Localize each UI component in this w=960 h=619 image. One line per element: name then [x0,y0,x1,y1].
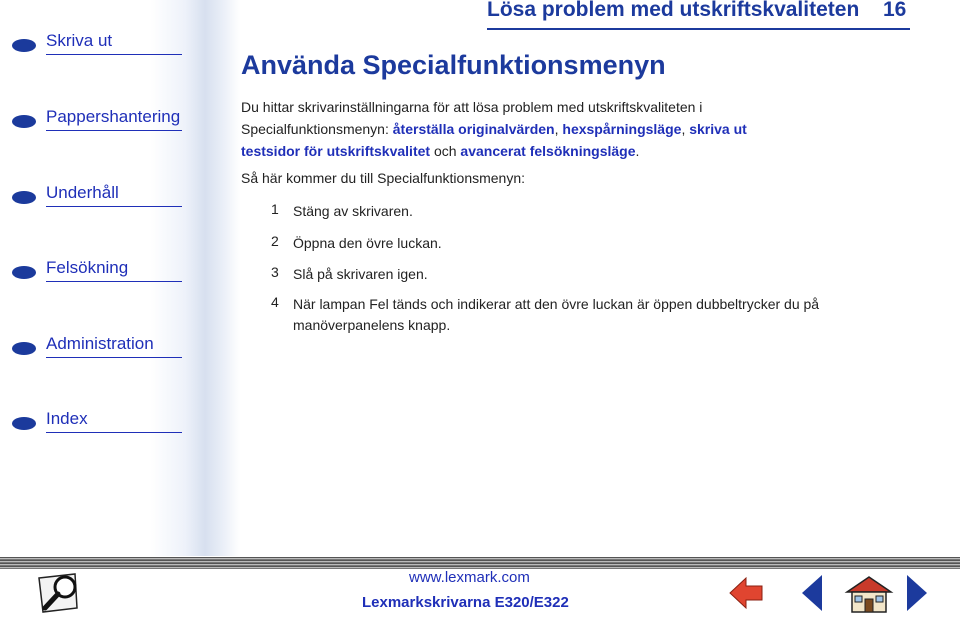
header-title: Lösa problem med utskriftskvaliteten [487,0,860,21]
link-skriva-ut-testsidor[interactable]: skriva ut testsidor för utskriftskvalitet [241,121,747,159]
sidebar-item-index[interactable] [12,409,182,433]
previous-page-icon[interactable] [800,574,824,617]
sidebar [0,0,240,556]
sidebar-item-label[interactable]: Pappershantering [46,107,182,131]
step-text: Öppna den övre luckan. [293,235,442,251]
sidebar-item-label[interactable]: Skriva ut [46,31,182,55]
bullet-icon [12,39,36,52]
link-hexsparningslage[interactable]: hexspårningsläge [562,121,682,137]
bullet-icon [12,266,36,279]
next-page-icon[interactable] [905,574,929,617]
step-number: 1 [271,201,279,217]
bullet-icon [12,191,36,204]
sidebar-item-underhall[interactable] [12,183,182,207]
bullet-icon [12,342,36,355]
footer-divider [0,557,960,569]
sidebar-item-label[interactable]: Index [46,409,182,433]
intro-paragraph [241,96,801,162]
sidebar-item-skriva-ut[interactable] [12,31,182,55]
step-number: 3 [271,264,279,280]
step-item [271,201,863,222]
sidebar-item-label[interactable]: Felsökning [46,258,182,282]
conjunction-text: och [430,143,461,159]
intro-text: Du hittar skrivarinställningarna för att lösa problem med utskriftskvaliteten i Specialfunktionsmenyn: [241,99,703,137]
sidebar-item-label[interactable]: Underhåll [46,183,182,207]
bullet-icon [12,115,36,128]
bullet-icon [12,417,36,430]
step-text: Stäng av skrivaren. [293,203,413,219]
sidebar-item-label[interactable]: Administration [46,334,182,358]
back-arrow-icon[interactable] [728,575,764,616]
step-item [271,264,863,285]
sidebar-item-administration[interactable] [12,334,182,358]
steps-intro: Så här kommer du till Specialfunktionsmenyn: [241,170,526,186]
period-text: . [635,143,640,159]
step-item [271,233,863,254]
footer-product-name: Lexmarkskrivarna E320/E322 [362,594,569,611]
step-number: 4 [271,294,279,310]
link-avancerat-felsokningslage[interactable]: avancerat felsökningsläge [460,143,636,159]
step-text: Slå på skrivaren igen. [293,266,428,282]
header-rule [487,28,910,30]
separator-text: , [681,121,690,137]
link-aterstalla-originalvarden[interactable]: återställa originalvärden [392,121,555,137]
step-number: 2 [271,233,279,249]
separator-text: , [554,121,563,137]
sidebar-item-felsokning[interactable] [12,258,182,282]
search-icon[interactable] [37,572,87,619]
footer-url-link[interactable]: www.lexmark.com [409,569,530,586]
page-number: 16 [883,0,907,21]
page-title: Använda Specialfunktionsmenyn [241,50,666,80]
sidebar-item-pappershantering[interactable] [12,107,182,131]
home-icon[interactable] [844,574,894,619]
step-item [271,294,863,336]
step-text: När lampan Fel tänds och indikerar att den övre luckan är öppen dubbeltrycker du på manöverpanelens knapp. [293,296,820,333]
